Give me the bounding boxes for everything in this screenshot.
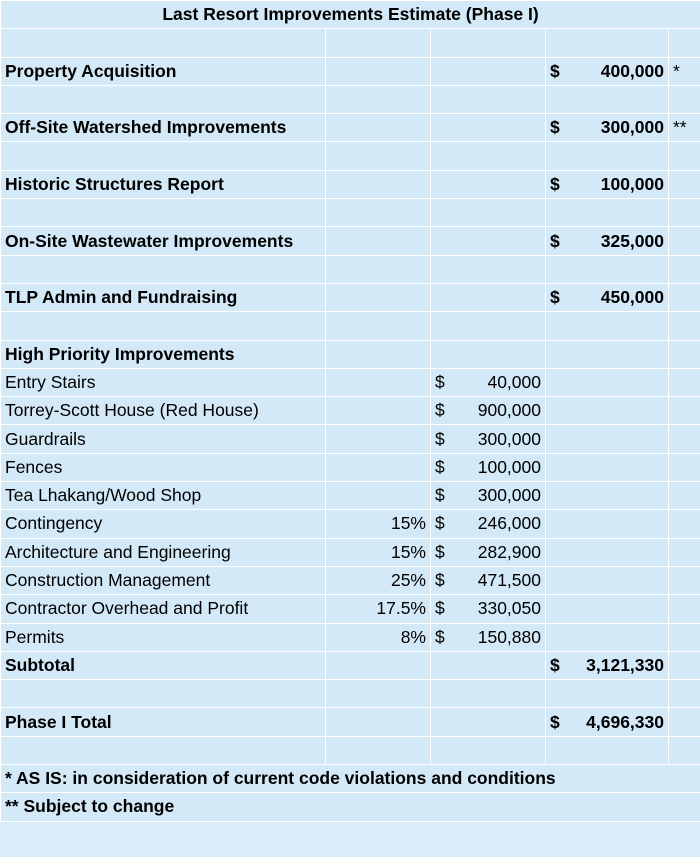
cell[interactable] (669, 85, 700, 113)
major-item-row (1, 57, 700, 85)
cell[interactable] (546, 680, 669, 708)
cell[interactable] (546, 453, 669, 481)
line-item-percent[interactable] (326, 397, 431, 425)
line-item-amount: 100,000 (477, 456, 541, 477)
line-item-amount-cell[interactable] (431, 425, 546, 453)
subtotal-row (1, 651, 700, 679)
cell[interactable] (546, 566, 669, 594)
cell[interactable] (669, 397, 700, 425)
cell[interactable] (1, 29, 326, 57)
line-item-amount-cell[interactable] (431, 397, 546, 425)
line-item-percent[interactable]: 17.5% (326, 595, 431, 623)
note-row (1, 793, 700, 821)
cell[interactable] (669, 708, 700, 736)
line-item-amount: 330,050 (477, 598, 541, 619)
footnote-mark[interactable] (669, 283, 700, 311)
line-item-label[interactable]: Torrey-Scott House (Red House) (1, 397, 326, 425)
line-item-row (1, 510, 700, 538)
subtotal-amount-cell[interactable] (546, 651, 669, 679)
cell[interactable] (546, 510, 669, 538)
footnote-mark[interactable]: ** (669, 114, 700, 142)
cell[interactable] (431, 142, 546, 170)
line-item-amount-cell[interactable] (431, 368, 546, 396)
cell[interactable] (669, 368, 700, 396)
line-item-label[interactable]: Contingency (1, 510, 326, 538)
line-item-row (1, 397, 700, 425)
cell[interactable] (431, 255, 546, 283)
cell[interactable] (431, 199, 546, 227)
cell[interactable] (546, 736, 669, 764)
cell[interactable] (326, 29, 431, 57)
line-item-label[interactable]: Entry Stairs (1, 368, 326, 396)
cell[interactable] (431, 708, 546, 736)
cell[interactable] (431, 312, 546, 340)
currency-symbol: $ (435, 598, 445, 619)
line-item-amount-cell[interactable] (431, 482, 546, 510)
item-amount: 400,000 (600, 60, 664, 81)
item-label[interactable]: Historic Structures Report (1, 170, 326, 198)
footnote-mark[interactable]: * (669, 57, 700, 85)
cell[interactable] (326, 283, 431, 311)
item-amount: 300,000 (600, 117, 664, 138)
cell[interactable] (669, 538, 700, 566)
line-item-amount: 300,000 (477, 485, 541, 506)
note-row (1, 765, 700, 793)
blank-row (1, 142, 700, 170)
line-item-row (1, 538, 700, 566)
blank-row (1, 312, 700, 340)
cell[interactable] (326, 255, 431, 283)
footnote-as-is[interactable]: * AS IS: in consideration of current code violations and conditions (1, 765, 700, 793)
footnote-mark[interactable] (669, 170, 700, 198)
line-item-percent[interactable] (326, 453, 431, 481)
cell[interactable] (669, 425, 700, 453)
cell[interactable] (431, 85, 546, 113)
line-item-amount: 471,500 (477, 570, 541, 591)
cell[interactable] (1, 85, 326, 113)
cell[interactable] (669, 142, 700, 170)
item-amount-cell[interactable] (546, 114, 669, 142)
total-row (1, 708, 700, 736)
currency-symbol: $ (550, 654, 560, 675)
sheet-title[interactable]: Last Resort Improvements Estimate (Phase I) (1, 1, 700, 29)
cell[interactable] (669, 340, 700, 368)
line-item-label[interactable]: Guardrails (1, 425, 326, 453)
major-item-row (1, 283, 700, 311)
line-item-label[interactable]: Fences (1, 453, 326, 481)
cell[interactable] (431, 283, 546, 311)
line-item-percent[interactable]: 25% (326, 566, 431, 594)
total-amount: 4,696,330 (586, 711, 664, 732)
line-item-label[interactable]: Contractor Overhead and Profit (1, 595, 326, 623)
item-amount-cell[interactable] (546, 283, 669, 311)
line-item-label[interactable]: Tea Lhakang/Wood Shop (1, 482, 326, 510)
cell[interactable] (431, 736, 546, 764)
currency-symbol: $ (435, 485, 445, 506)
major-item-row (1, 227, 700, 255)
line-item-amount-cell[interactable] (431, 538, 546, 566)
currency-symbol: $ (550, 117, 560, 138)
currency-symbol: $ (435, 372, 445, 392)
currency-symbol: $ (550, 60, 560, 81)
cell[interactable] (431, 170, 546, 198)
line-item-amount-cell[interactable] (431, 510, 546, 538)
item-amount: 325,000 (600, 230, 664, 251)
line-item-row (1, 623, 700, 651)
cell[interactable] (546, 142, 669, 170)
currency-symbol: $ (435, 626, 445, 647)
subtotal-label[interactable]: Subtotal (1, 651, 326, 679)
item-amount-cell[interactable] (546, 170, 669, 198)
total-label[interactable]: Phase I Total (1, 708, 326, 736)
line-item-label[interactable]: Architecture and Engineering (1, 538, 326, 566)
line-item-percent[interactable] (326, 425, 431, 453)
cell[interactable] (326, 142, 431, 170)
cell[interactable] (546, 85, 669, 113)
line-item-amount: 282,900 (477, 541, 541, 562)
cell[interactable] (326, 199, 431, 227)
cell[interactable] (669, 29, 700, 57)
subtotal-amount: 3,121,330 (586, 654, 664, 675)
cell[interactable] (326, 651, 431, 679)
title-row (1, 1, 700, 29)
cell[interactable] (546, 340, 669, 368)
line-item-percent[interactable]: 15% (326, 538, 431, 566)
currency-symbol: $ (550, 711, 560, 732)
line-item-row (1, 595, 700, 623)
line-item-label[interactable]: Construction Management (1, 566, 326, 594)
cell[interactable] (546, 538, 669, 566)
cell[interactable] (669, 651, 700, 679)
footnote-subject-to-change[interactable]: ** Subject to change (1, 793, 700, 821)
currency-symbol: $ (550, 173, 560, 194)
line-item-row (1, 368, 700, 396)
line-item-percent[interactable] (326, 482, 431, 510)
cell[interactable] (669, 199, 700, 227)
currency-symbol: $ (435, 513, 445, 534)
cell[interactable] (326, 85, 431, 113)
currency-symbol: $ (435, 541, 445, 562)
cell[interactable] (669, 312, 700, 340)
cell[interactable] (669, 595, 700, 623)
cell[interactable] (546, 595, 669, 623)
cell[interactable] (669, 680, 700, 708)
cell[interactable] (669, 453, 700, 481)
cell[interactable] (326, 114, 431, 142)
cell[interactable] (326, 340, 431, 368)
currency-symbol: $ (550, 230, 560, 251)
cell[interactable] (546, 397, 669, 425)
cell[interactable] (326, 736, 431, 764)
cell[interactable] (669, 482, 700, 510)
cell[interactable] (546, 199, 669, 227)
currency-symbol: $ (435, 570, 445, 591)
cell[interactable] (669, 566, 700, 594)
item-amount-cell[interactable] (546, 57, 669, 85)
cell[interactable] (546, 425, 669, 453)
cell[interactable] (669, 736, 700, 764)
line-item-amount: 900,000 (477, 400, 541, 421)
cell[interactable] (431, 57, 546, 85)
cell[interactable] (326, 312, 431, 340)
item-amount-cell[interactable] (546, 227, 669, 255)
currency-symbol: $ (550, 287, 560, 308)
cell[interactable] (326, 227, 431, 255)
cell[interactable] (1, 312, 326, 340)
blank-row (1, 680, 700, 708)
cell[interactable] (1, 199, 326, 227)
item-label[interactable]: Property Acquisition (1, 57, 326, 85)
item-label[interactable]: Off-Site Watershed Improvements (1, 114, 326, 142)
cell[interactable] (1, 142, 326, 170)
cell[interactable] (669, 510, 700, 538)
footnote-mark[interactable] (669, 227, 700, 255)
line-item-amount: 300,000 (477, 428, 541, 449)
cell[interactable] (431, 651, 546, 679)
blank-row (1, 736, 700, 764)
line-item-row (1, 482, 700, 510)
section-heading[interactable]: High Priority Improvements (1, 340, 326, 368)
cell[interactable] (1, 736, 326, 764)
cell[interactable] (546, 312, 669, 340)
line-item-amount-cell[interactable] (431, 595, 546, 623)
cell[interactable] (546, 255, 669, 283)
blank-row (1, 255, 700, 283)
cell[interactable] (326, 170, 431, 198)
item-amount: 450,000 (600, 287, 664, 308)
line-item-percent[interactable] (326, 368, 431, 396)
blank-row (1, 29, 700, 57)
line-item-amount: 150,880 (477, 626, 541, 647)
line-item-percent[interactable]: 8% (326, 623, 431, 651)
item-label[interactable]: TLP Admin and Fundraising (1, 283, 326, 311)
cell[interactable] (326, 708, 431, 736)
cell[interactable] (1, 255, 326, 283)
blank-row (1, 199, 700, 227)
line-item-amount-cell[interactable] (431, 566, 546, 594)
item-amount: 100,000 (600, 173, 664, 194)
currency-symbol: $ (435, 400, 445, 421)
item-label[interactable]: On-Site Wastewater Improvements (1, 227, 326, 255)
line-item-amount-cell[interactable] (431, 623, 546, 651)
major-item-row (1, 170, 700, 198)
line-item-percent[interactable]: 15% (326, 510, 431, 538)
cell[interactable] (326, 680, 431, 708)
cell[interactable] (431, 29, 546, 57)
cell[interactable] (326, 57, 431, 85)
line-item-label[interactable]: Permits (1, 623, 326, 651)
cell[interactable] (546, 29, 669, 57)
total-amount-cell[interactable] (546, 708, 669, 736)
cell[interactable] (431, 680, 546, 708)
major-item-row (1, 114, 700, 142)
cell[interactable] (669, 255, 700, 283)
cell[interactable] (431, 227, 546, 255)
cell[interactable] (669, 623, 700, 651)
section-heading-row (1, 340, 700, 368)
currency-symbol: $ (435, 428, 445, 449)
line-item-amount-cell[interactable] (431, 453, 546, 481)
cell[interactable] (1, 680, 326, 708)
line-item-row (1, 566, 700, 594)
cell[interactable] (431, 340, 546, 368)
line-item-row (1, 453, 700, 481)
cell[interactable] (546, 482, 669, 510)
line-item-amount: 40,000 (487, 372, 541, 392)
cell[interactable] (546, 368, 669, 396)
cell[interactable] (546, 623, 669, 651)
cell[interactable] (431, 114, 546, 142)
blank-row (1, 85, 700, 113)
line-item-row (1, 425, 700, 453)
line-item-amount: 246,000 (477, 513, 541, 534)
currency-symbol: $ (435, 456, 445, 477)
